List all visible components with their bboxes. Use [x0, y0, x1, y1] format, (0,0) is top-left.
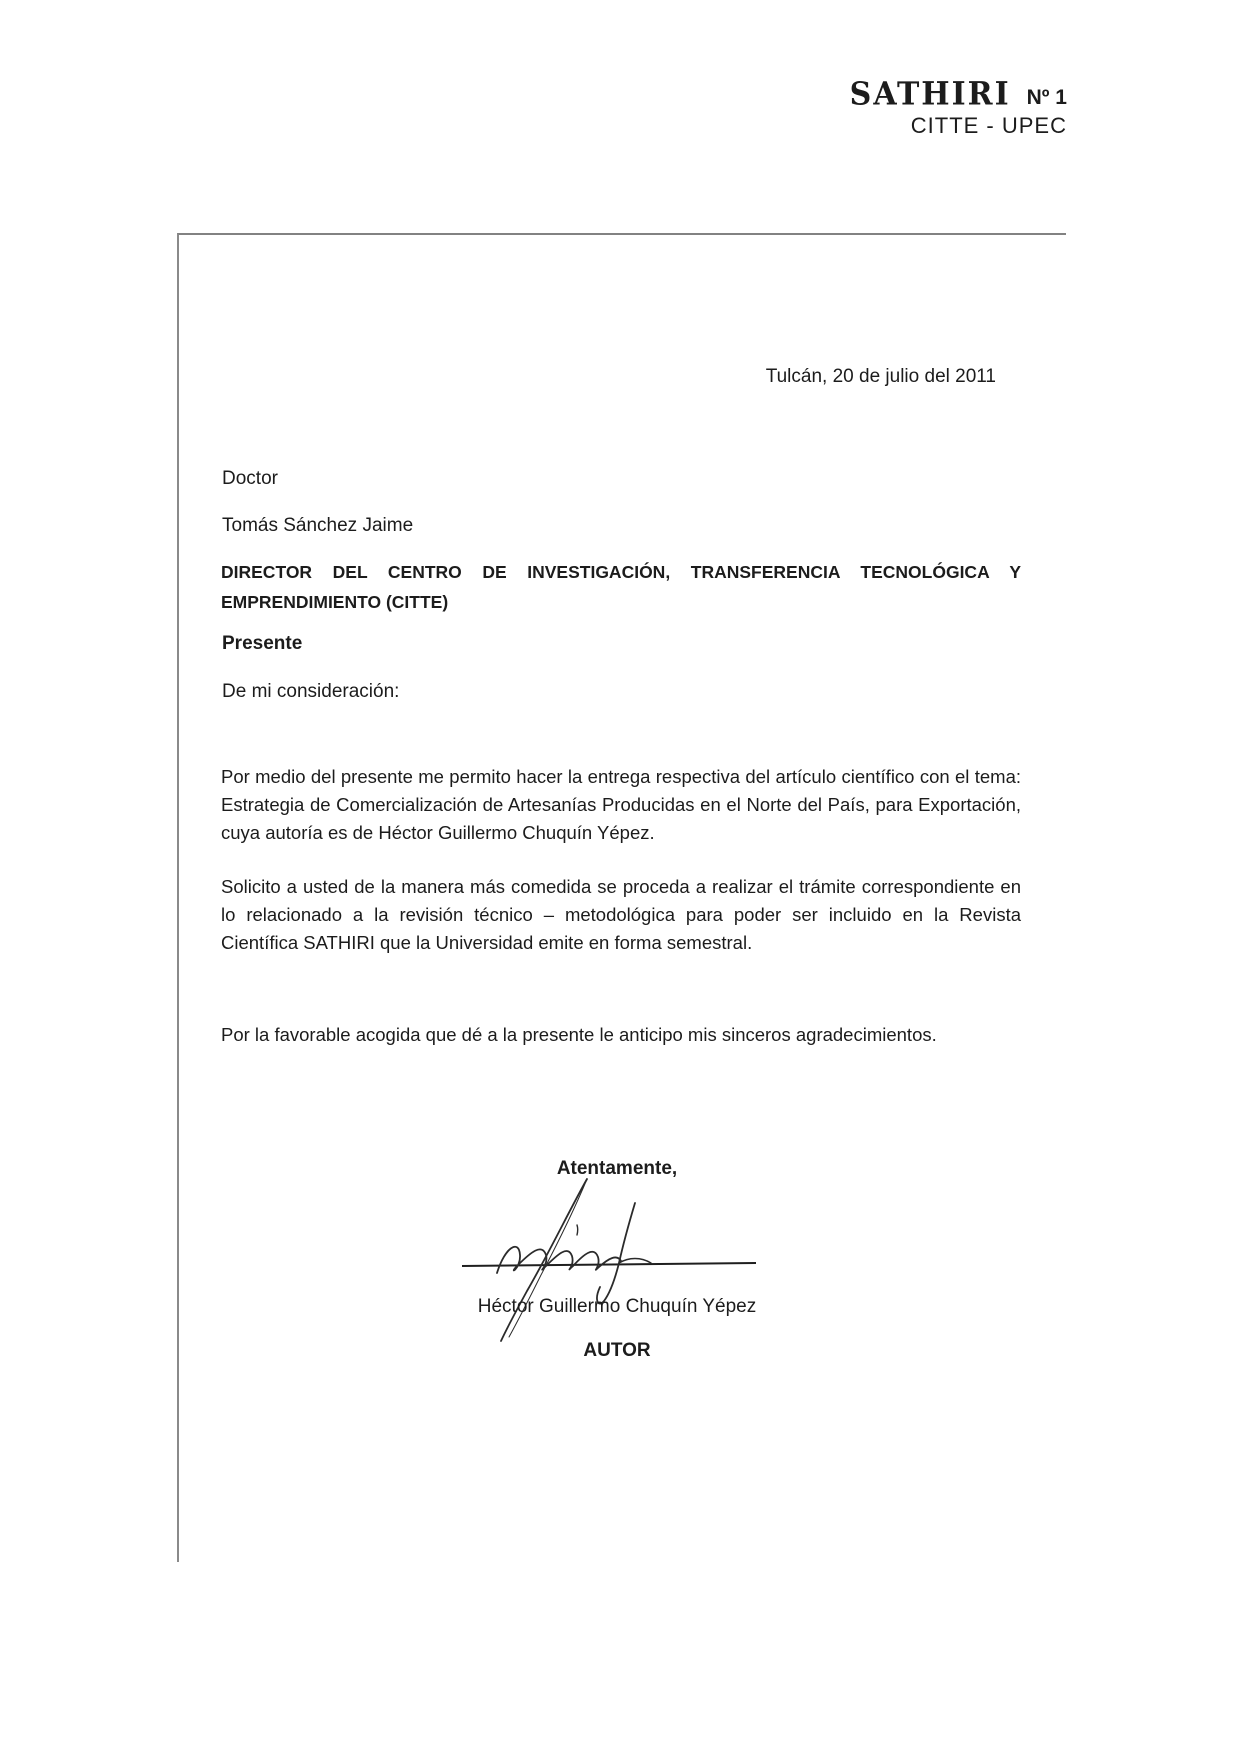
recipient-position-line2: EMPRENDIMIENTO (CITTE): [221, 592, 449, 612]
date-line: Tulcán, 20 de julio del 2011: [765, 366, 996, 387]
signer-role: AUTOR: [583, 1340, 651, 1361]
signature-rule: [462, 1263, 756, 1266]
body-paragraph-1: Por medio del presente me permito hacer la entrega respectiva del artículo científico con el tema: Estrategia de Comercialización de Artesanías Producidas en el Norte del País, para Exportación, cuya autoría es de Héctor Guillermo Chuquín Yépez.: [221, 766, 1021, 843]
signature-block: [222, 1173, 1012, 1348]
masthead: [849, 76, 1067, 138]
body-paragraph-2: Solicito a usted de la manera más comedida se proceda a realizar el trámite correspondiente en lo relacionado a la revisión técnico – metodológica para poder ser incluido en la Revista Científica SATHIRI que la Universidad emite en forma semestral.: [221, 876, 1021, 953]
handwritten-signature: [457, 1173, 777, 1348]
journal-subtitle: CITTE - UPEC: [910, 113, 1067, 138]
letter-frame: [177, 233, 1066, 1562]
recipient-name: Tomás Sánchez Jaime: [222, 515, 414, 536]
signer-name: Héctor Guillermo Chuquín Yépez: [477, 1296, 757, 1317]
body-paragraph-3: Por la favorable acogida que dé a la presente le anticipo mis sinceros agradecimientos.: [221, 1024, 937, 1045]
signoff: Atentamente,: [556, 1158, 678, 1179]
journal-issue-number: Nº 1: [1026, 86, 1067, 109]
salutation: De mi consideración:: [222, 681, 400, 702]
recipient-title: Doctor: [222, 468, 278, 489]
journal-title: SATHIRI: [849, 76, 1011, 113]
recipient-position: [221, 557, 1021, 617]
masthead-title-row: [849, 76, 1067, 113]
recipient-position-line1: DIRECTOR DEL CENTRO DE INVESTIGACIÓN, TRANSFERENCIA TECNOLÓGICA Y: [221, 562, 1021, 582]
presente-line: Presente: [222, 633, 303, 654]
